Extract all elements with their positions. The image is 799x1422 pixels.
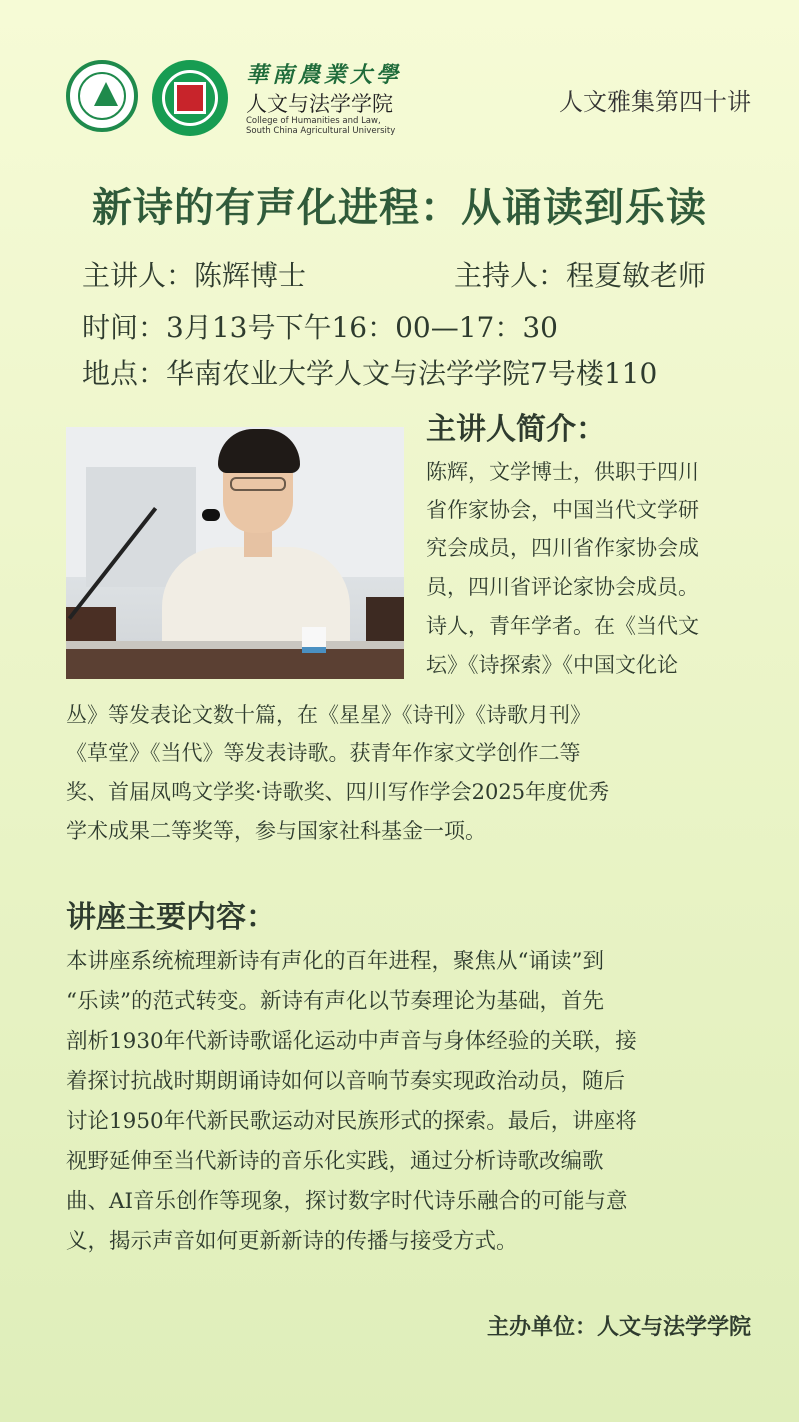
bio-line: 诗人，青年学者。在《当代文 — [426, 614, 699, 638]
college-name-en-line2: South China Agricultural University — [246, 126, 396, 136]
organizer: 主办单位：人文与法学学院 — [486, 1315, 751, 1340]
university-seal-logo — [66, 60, 138, 132]
host-info: 主持人：程夏敏老师 — [454, 259, 707, 292]
bio-line: 学术成果二等奖等，参与国家社科基金一项。 — [66, 819, 486, 843]
content-line: 剖析1930年代新诗歌谣化运动中声音与身体经验的关联，接 — [66, 1029, 637, 1054]
content-line: “乐读”的范式转变。新诗有声化以节奏理论为基础，首先 — [66, 989, 604, 1014]
bio-line: 陈辉，文学博士，供职于四川 — [426, 460, 699, 484]
time-info: 时间：3月13号下午16：00—17：30 — [82, 311, 558, 344]
lecture-series: 人文雅集第四十讲 — [559, 88, 751, 116]
bio-line: 《草堂》《当代》等发表诗歌。获青年作家文学创作二等 — [66, 741, 581, 765]
bio-line: 省作家协会，中国当代文学研 — [426, 498, 699, 522]
bio-line: 究会成员，四川省作家协会成 — [426, 536, 699, 560]
content-heading: 讲座主要内容： — [66, 900, 276, 935]
content-line: 讨论1950年代新民歌运动对民族形式的探索。最后，讲座将 — [66, 1109, 637, 1134]
content-line: 曲、AI音乐创作等现象，探讨数字时代诗乐融合的可能与意 — [66, 1189, 628, 1214]
bio-heading: 主讲人简介： — [426, 412, 606, 447]
bio-line: 丛》等发表论文数十篇，在《星星》《诗刊》《诗歌月刊》 — [66, 703, 591, 727]
lecture-title: 新诗的有声化进程：从诵读到乐读 — [92, 184, 707, 231]
university-name: 華南農業大學 — [246, 62, 403, 88]
location-info: 地点：华南农业大学人文与法学学院7号楼110 — [82, 357, 658, 390]
content-line: 义，揭示声音如何更新新诗的传播与接受方式。 — [66, 1229, 518, 1254]
content-line: 视野延伸至当代新诗的音乐化实践，通过分析诗歌改编歌 — [66, 1149, 604, 1174]
college-logo — [152, 60, 228, 136]
speaker-photo — [66, 427, 404, 679]
college-name-en-line1: College of Humanities and Law, — [246, 116, 381, 126]
content-line: 本讲座系统梳理新诗有声化的百年进程，聚焦从“诵读”到 — [66, 949, 604, 974]
bio-line: 奖、首届凤鸣文学奖·诗歌奖、四川写作学会2025年度优秀 — [66, 780, 610, 804]
college-name: 人文与法学学院 — [246, 92, 393, 116]
bio-line: 员，四川省评论家协会成员。 — [426, 575, 699, 599]
content-line: 着探讨抗战时期朗诵诗如何以音响节奏实现政治动员，随后 — [66, 1069, 626, 1094]
bio-line: 坛》《诗探索》《中国文化论 — [426, 653, 678, 677]
speaker-info: 主讲人：陈辉博士 — [82, 259, 307, 292]
